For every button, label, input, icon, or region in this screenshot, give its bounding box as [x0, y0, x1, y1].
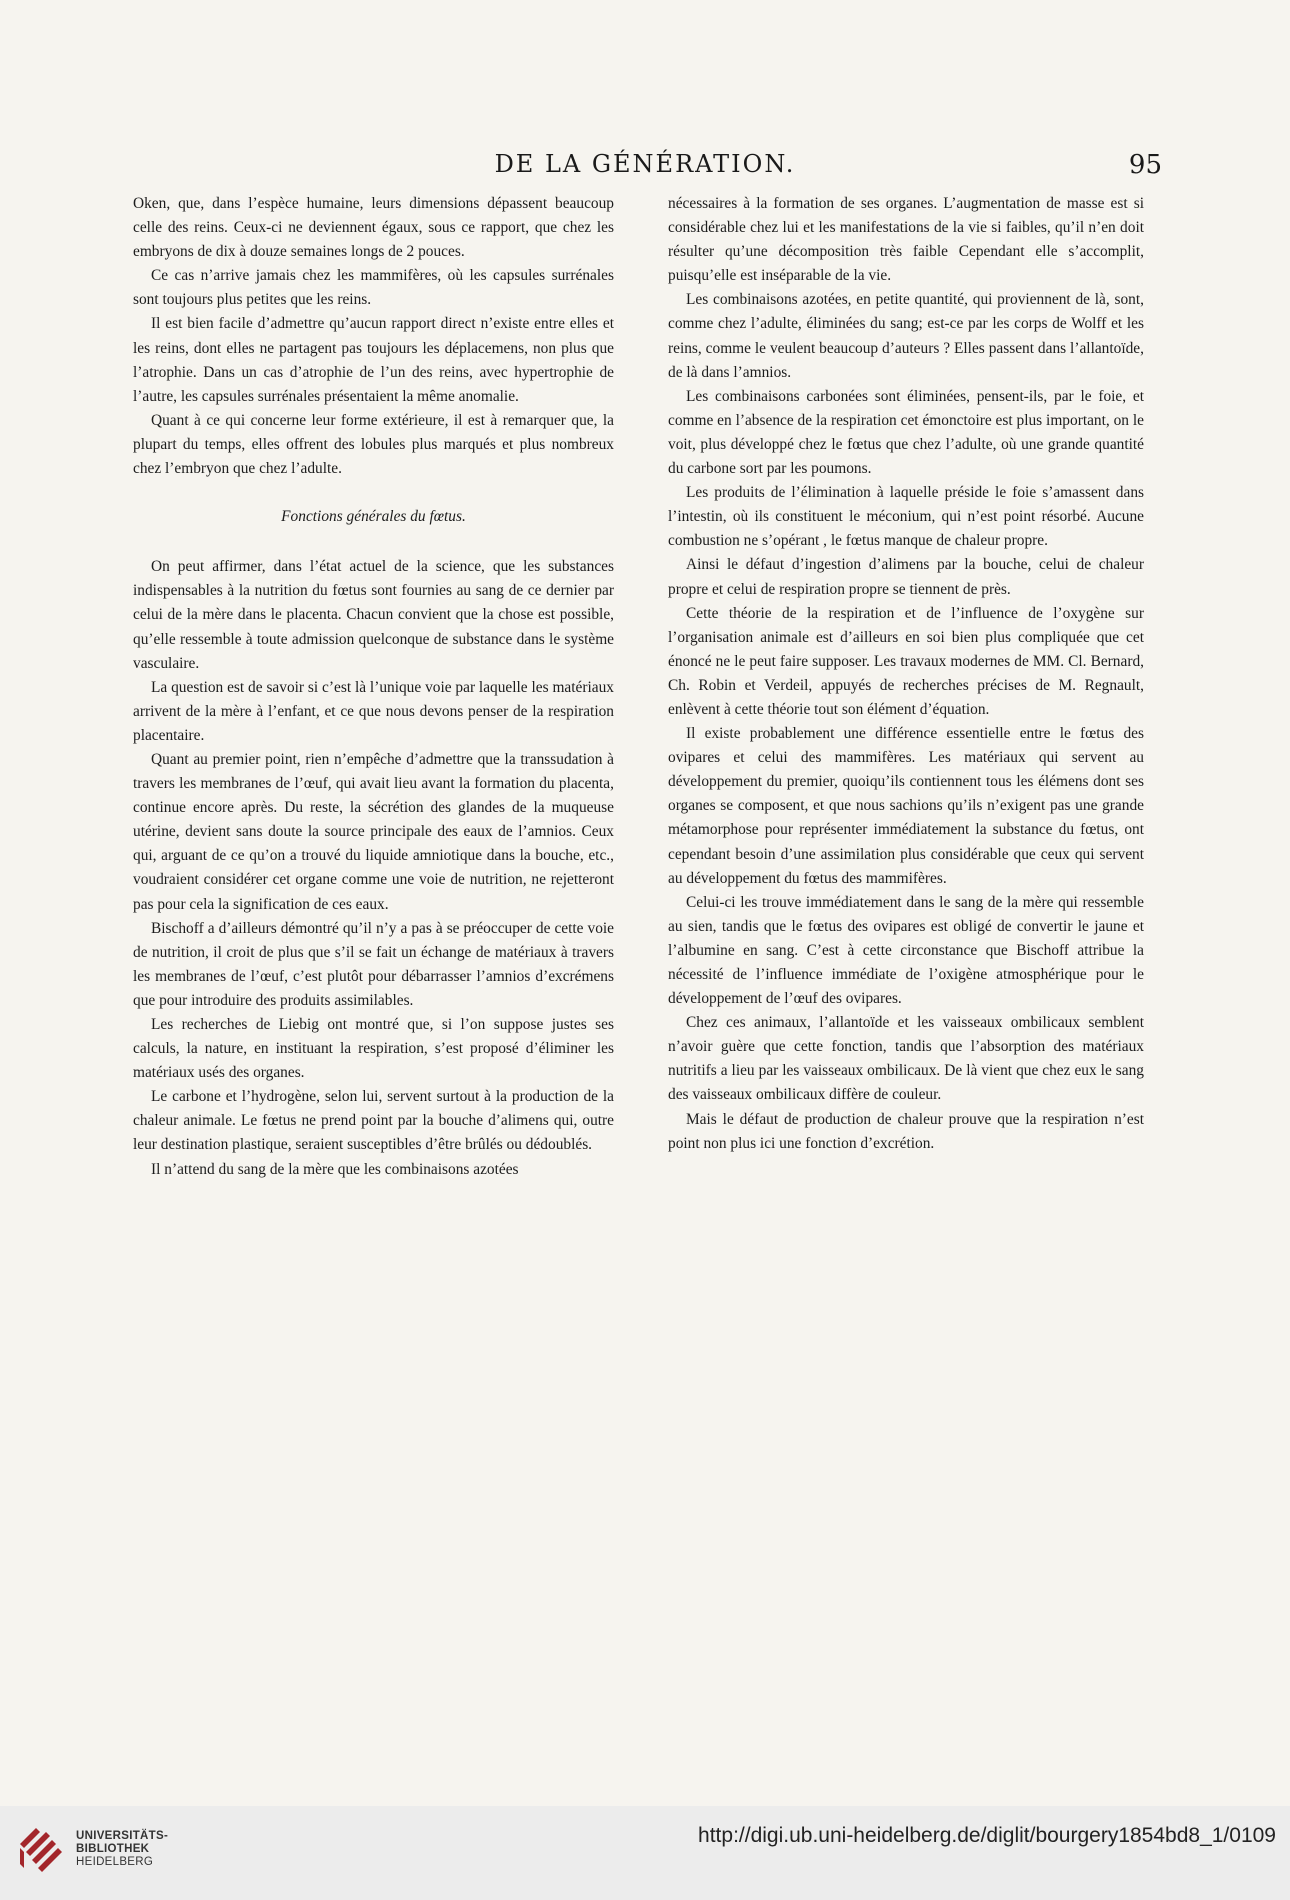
paragraph: Il est bien facile d’admettre qu’aucun rapport direct n’existe entre elles et les reins, dont elles ne partagent pas toujours les déplacemens, non plus que l’atrophie. Dans un cas d’atrophie de l’un des reins, avec hypertrophie de l’autre, les capsules surrénales présentaient la même anomalie. — [133, 315, 614, 405]
section-title: Fonctions générales du fœtus. — [281, 508, 466, 526]
paragraph: Oken, que, dans l’espèce humaine, leurs dimensions dépassent beaucoup celle des reins. Ceux-ci ne deviennent égaux, sous ce rapport, que chez les embryons de dix à douze semaines longs de 2 pouces. — [133, 195, 614, 261]
library-name-line: UNIVERSITÄTS- — [76, 1830, 169, 1842]
paragraph: Ainsi le défaut d’ingestion d’alimens par la bouche, celui de chaleur propre et celui de respiration propre se tiennent de près. — [668, 556, 1144, 598]
paragraph: La question est de savoir si c’est là l’unique voie par laquelle les matériaux arrivent de la mère à l’enfant, et ce que nous devons penser de la respiration placentaire. — [133, 678, 614, 744]
library-name — [76, 1830, 168, 1869]
paragraph: Chez ces animaux, l’allantoïde et les vaisseaux ombilicaux semblent n’avoir guère que cette fonction, tandis que l’absorption des matériaux nutritifs a lieu par les vaisseaux ombilicaux. De là vient que chez eux le sang des vaisseaux ombilicaux diffère de couleur. — [668, 1014, 1144, 1104]
paragraph: Les combinaisons carbonées sont éliminées, pensent-ils, par le foie, et comme en l’absence de la respiration cet émonctoire est plus important, on le voit, plus développé chez le fœtus que chez l’adulte, où une grande quantité du carbone sort par les poumons. — [668, 387, 1144, 478]
paragraph: Il existe probablement une différence essentielle entre le fœtus des ovipares et celui des mammifères. Les matériaux qui servent au développement du premier, quoiqu’ils contiennent tous les élémens dont ses organes se composent, et que nous sachions qu’ils n’exigent pas une grande métamorphose pour représenter immédiatement la substance du fœtus, ont cependant besoin d’une assimilation plus considérable que ceux qui servent au développement du fœtus des mammifères. — [668, 725, 1144, 887]
paragraph: Quant à ce qui concerne leur forme extérieure, il est à remarquer que, la plupart du temps, elles offrent des lobules plus marqués et plus nombreux chez l’embryon que chez l’adulte. — [133, 411, 614, 478]
paragraph: nécessaires à la formation de ses organes. L’augmentation de masse est si considérable chez lui et les manifestations de la vie si faibles, qu’il n’en doit résulter qu’une décomposition très faible Cependant elle s’accomplit, puisqu’elle est inséparable de la vie. — [668, 195, 1144, 285]
paragraph: Cette théorie de la respiration et de l’influence de l’oxygène sur l’organisation animale est d’ailleurs en soi bien plus compliquée que cet énoncé ne le peut faire supposer. Les travaux modernes de MM. Cl. Bernard, Ch. Robin et Verdeil, appuyés de recherches précises de M. Regnault, enlèvent à cette théorie tout son élément d’équation. — [668, 604, 1144, 718]
paragraph: Bischoff a d’ailleurs démontré qu’il n’y a pas à se préoccuper de cette voie de nutrition, il croit de plus que s’il se fait un échange de matériaux à travers les membranes de l’œuf, c’est plutôt pour débarrasser l’amnios d’excrémens que pour introduire des produits assimilables. — [133, 919, 614, 1009]
paragraph: Quant au premier point, rien n’empêche d’admettre que la transsudation à travers les membranes de l’œuf, qui avait lieu avant la formation du placenta, continue encore après. Du reste, la sécrétion des glandes de la muqueuse utérine, devient sans doute la source principale des eaux de l’amnios. Ceux qui, arguant de ce qu’on a trouvé du liquide amniotique dans la bouche, etc., voudraient considérer cet organe comme une voie de nutrition, ne rejetteront pas pour cela la signification de ces eaux. — [133, 750, 614, 913]
page-number: 95 — [1128, 150, 1162, 180]
paragraph: Mais le défaut de production de chaleur prouve que la respiration n’est point non plus ici une fonction d’excrétion. — [668, 1110, 1144, 1152]
source-url-link[interactable]: http://digi.ub.uni-heidelberg.de/diglit/bourgery1854bd8_1/0109 — [698, 1824, 1276, 1847]
paragraph: Il n’attend du sang de la mère que les combinaisons azotées — [151, 1160, 519, 1178]
left-column — [133, 192, 614, 1182]
digitization-footer — [0, 1806, 1290, 1900]
paragraph: Le carbone et l’hydrogène, selon lui, servent surtout à la production de la chaleur animale. Le fœtus ne prend point par la bouche d’alimens qui, outre leur destination plastique, seraient susceptibles d’être brûlés ou dédoublés. — [133, 1088, 614, 1154]
library-name-line: BIBLIOTHEK — [76, 1843, 150, 1855]
university-library-logo-icon — [16, 1818, 74, 1880]
paragraph: Ce cas n’arrive jamais chez les mammifères, où les capsules surrénales sont toujours plus petites que les reins. — [133, 267, 614, 309]
paragraph: Les combinaisons azotées, en petite quantité, qui proviennent de là, sont, comme chez l’adulte, éliminées du sang; est-ce par les corps de Wolff et les reins, comme le veulent beaucoup d’auteurs ? Elles passent dans l’allantoïde, de là dans l’amnios. — [668, 291, 1144, 381]
running-head — [0, 150, 1290, 190]
library-name-line: HEIDELBERG — [76, 1856, 154, 1868]
paragraph: Les produits de l’élimination à laquelle préside le foie s’amassent dans l’intestin, où ils constituent le méconium, qui n’est point résorbé. Aucune combustion ne s’opérant , le fœtus manque de chaleur propre. — [668, 484, 1144, 550]
paragraph: On peut affirmer, dans l’état actuel de la science, que les substances indispensables à la nutrition du fœtus sont fournies au sang de ce dernier par celui de la mère dans le placenta. Chacun convient que la chose est possible, qu’elle ressemble à toute admission quelconque de substance dans le système vasculaire. — [133, 558, 614, 672]
page-title: DE LA GÉNÉRATION. — [494, 150, 796, 178]
right-column — [668, 192, 1144, 1156]
paragraph: Celui-ci les trouve immédiatement dans le sang de la mère qui ressemble au sien, tandis que le fœtus des ovipares est obligé de convertir le jaune et l’albumine en sang. C’est à cette circonstance que Bischoff attribue la nécessité de l’influence immédiate de l’oxigène atmosphérique pour le développement de l’œuf des ovipares. — [668, 893, 1144, 1008]
paragraph: Les recherches de Liebig ont montré que, si l’on suppose justes ses calculs, la nature, en instituant la respiration, s’est proposé d’éliminer les matériaux usés des organes. — [133, 1016, 614, 1082]
